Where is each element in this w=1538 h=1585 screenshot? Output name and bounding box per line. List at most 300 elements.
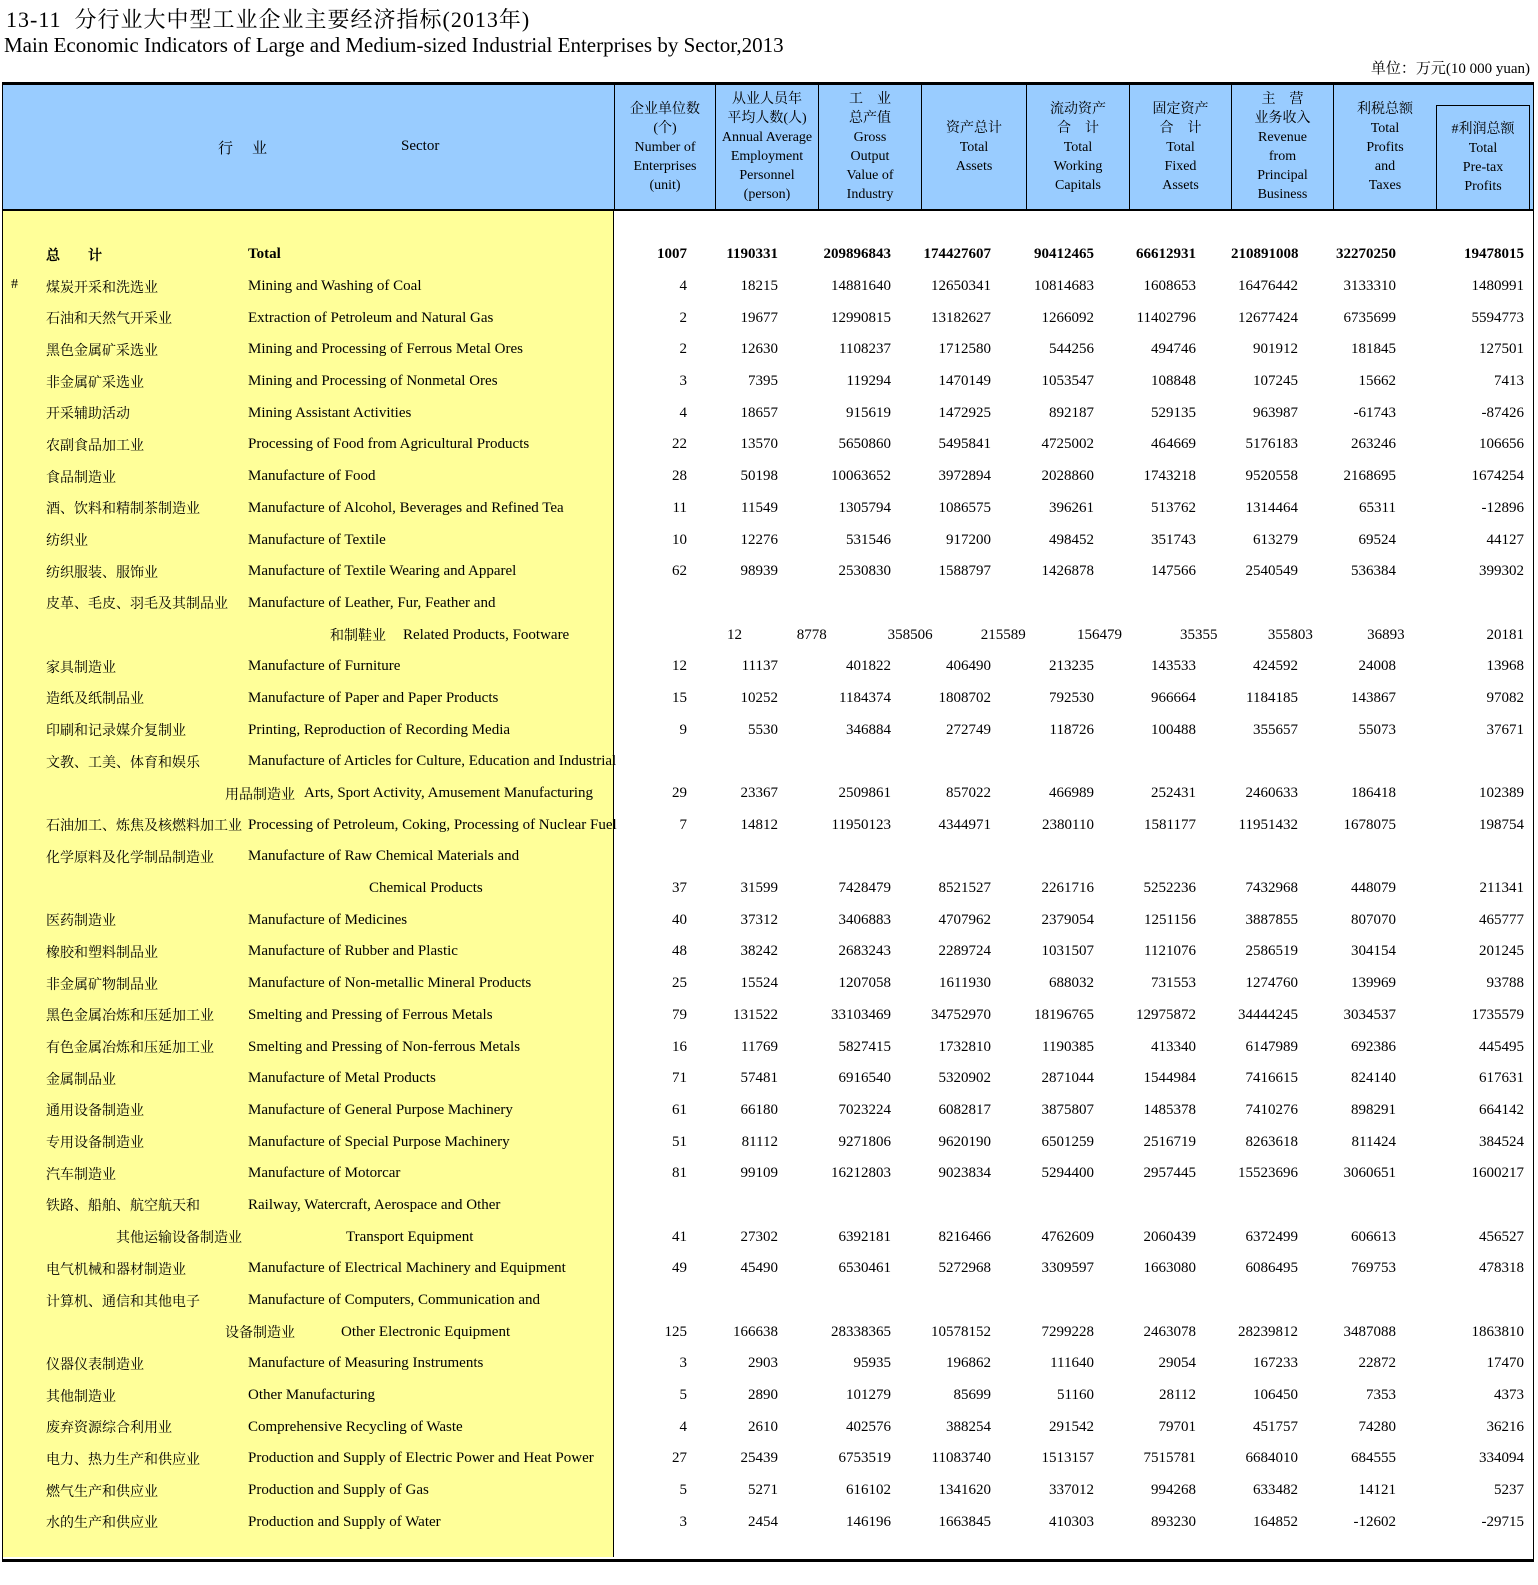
cell-value: 1121076 (1144, 943, 1196, 960)
cell-sector-en: Processing of Petroleum, Coking, Processing of Nuclear Fuel (248, 816, 617, 833)
cell-value: 14881640 (831, 278, 891, 295)
cell-value: 1341620 (938, 1482, 991, 1499)
cell-sector-cn (3, 974, 238, 994)
cell-value: 5176183 (1245, 436, 1298, 453)
cell-value: 146196 (846, 1513, 891, 1530)
cell-value: 10252 (740, 689, 778, 706)
cell-sector-en: Manufacture of Textile Wearing and Apparel (248, 563, 517, 580)
cell-value: 3133310 (1343, 278, 1396, 295)
cell-value: 99109 (740, 1165, 778, 1182)
cell-value: 23367 (740, 785, 778, 802)
cell-value: 1712580 (938, 341, 991, 358)
cell-value: 892187 (1049, 404, 1094, 421)
sector-name-cn: 电力、热力生产和供应业 (46, 1452, 200, 1468)
main-table (2, 82, 1534, 1562)
header-col-label: Total (959, 139, 989, 155)
cell-value: 12276 (740, 531, 778, 548)
header-col-label: and (1374, 158, 1396, 174)
table-row (3, 1126, 1533, 1158)
cell-value: 263246 (1351, 436, 1396, 453)
cell-value: 11769 (741, 1038, 778, 1055)
header-col-label: (person) (743, 187, 791, 202)
cell-value: 7413 (1494, 373, 1524, 390)
cell-value: 34752970 (931, 1006, 991, 1023)
header-col-label: Total (1166, 139, 1195, 155)
cell-sector-en: Chemical Products (369, 880, 483, 897)
cell-value: 334094 (1479, 1450, 1524, 1467)
header-col-label: #利润总额 (1451, 121, 1515, 137)
sector-name-cn: 有色金属冶炼和压延加工业 (46, 1041, 214, 1057)
cell-value: -12896 (1481, 499, 1524, 516)
cell-value: 1274760 (1245, 975, 1298, 992)
sector-name-cn: 汽车制造业 (46, 1167, 116, 1183)
cell-sector-cn (3, 1132, 238, 1152)
cell-sector-cn (3, 1100, 238, 1120)
cell-value: 2379054 (1041, 911, 1094, 928)
cell-value: 15523696 (1238, 1165, 1298, 1182)
cell-sector-en: Manufacture of Articles for Culture, Education and Industrial (248, 753, 617, 770)
header-col-label: Assets (1162, 177, 1199, 193)
cell-value: 684555 (1351, 1450, 1396, 1467)
cell-value: 402576 (846, 1418, 891, 1435)
cell-value: 2586519 (1245, 943, 1298, 960)
table-row (3, 1031, 1533, 1063)
header-col-label: 利税总额 (1357, 101, 1413, 117)
header-col-label: 流动资产 (1050, 101, 1106, 117)
cell-value: 5252236 (1143, 880, 1196, 897)
sector-name-cn: 橡胶和塑料制品业 (46, 945, 158, 961)
cell-sector-cn (3, 752, 238, 772)
cell-sector-cn (3, 593, 238, 613)
header-col-8 (1436, 85, 1533, 209)
cell-value: 9023834 (938, 1165, 991, 1182)
cell-sector-cn (3, 625, 386, 645)
header-col-7 (1333, 85, 1436, 209)
cell-value: 18215 (740, 278, 778, 295)
cell-sector-cn (3, 1195, 238, 1215)
cell-value: 81 (672, 1165, 687, 1182)
cell-value: 252431 (1151, 785, 1196, 802)
cell-value: 5530 (748, 721, 778, 738)
cell-sector-en: Manufacture of Leather, Fur, Feather and (248, 594, 496, 611)
table-header (3, 85, 1533, 211)
cell-value: 1086575 (938, 499, 991, 516)
sector-name-cn: 黑色金属矿采选业 (46, 343, 158, 359)
cell-value: 143533 (1151, 658, 1196, 675)
cell-value: 3972894 (938, 468, 991, 485)
cell-value: 2380110 (1042, 816, 1094, 833)
cell-value: 10063652 (831, 468, 891, 485)
cell-value: 37312 (740, 911, 778, 928)
cell-sector-cn (3, 1481, 238, 1501)
sector-name-cn: 纺织服装、服饰业 (46, 565, 158, 581)
sector-name-cn: 家具制造业 (46, 660, 116, 676)
header-col-label: Working (1053, 158, 1103, 174)
cell-sector-en: Manufacture of Medicines (248, 911, 408, 928)
cell-sector-en: Railway, Watercraft, Aerospace and Other (248, 1196, 501, 1213)
sector-name-cn: 石油加工、炼焦及核燃料加工业 (46, 819, 242, 835)
cell-value: 7023224 (838, 1101, 891, 1118)
sector-name-cn: 化学原料及化学制品制造业 (46, 850, 214, 866)
cell-value: 1266092 (1041, 309, 1094, 326)
cell-value: 1053547 (1041, 373, 1094, 390)
cell-sector-cn (3, 308, 238, 328)
cell-value: 6530461 (838, 1260, 891, 1277)
cell-value: 156479 (1077, 626, 1123, 643)
cell-value: 14812 (740, 816, 778, 833)
cell-value: 1207058 (838, 975, 891, 992)
header-col-6 (1231, 85, 1333, 209)
cell-value: 3 (679, 1513, 687, 1530)
cell-sector-en: Related Products, Footware (403, 626, 570, 643)
cell-value: 3060651 (1343, 1165, 1396, 1182)
cell-sector-en: Production and Supply of Water (248, 1513, 441, 1530)
cell-value: 81112 (741, 1133, 778, 1150)
cell-value: 2903 (748, 1355, 778, 1372)
cell-value: 6501259 (1041, 1133, 1094, 1150)
cell-value: 57481 (740, 1070, 778, 1087)
table-row (3, 1190, 1533, 1222)
cell-value: 536384 (1351, 563, 1396, 580)
cell-value: 513762 (1151, 499, 1196, 516)
header-sector-en: Sector (401, 138, 440, 154)
cell-value: 7416615 (1245, 1070, 1298, 1087)
cell-value: 31599 (740, 880, 778, 897)
cell-value: 2516719 (1143, 1133, 1196, 1150)
cell-value: 61 (672, 1101, 687, 1118)
header-col-label: 合 计 (1057, 120, 1099, 136)
cell-value: 25439 (740, 1450, 778, 1467)
cell-value: 5 (679, 1482, 687, 1499)
cell-value: 3875807 (1041, 1101, 1094, 1118)
cell-value: 111640 (1050, 1355, 1094, 1372)
cell-value: 606613 (1351, 1228, 1396, 1245)
cell-value: 1190385 (1042, 1038, 1094, 1055)
cell-sector-en: Smelting and Pressing of Ferrous Metals (248, 1006, 493, 1023)
table-row (3, 904, 1533, 936)
cell-value: 8778 (796, 626, 827, 643)
cell-value: 12975872 (1136, 1006, 1196, 1023)
of-which-marker: # (11, 276, 18, 292)
header-col-label: 主 营 (1261, 92, 1304, 107)
cell-value: 211341 (1479, 880, 1524, 897)
cell-value: 27 (672, 1450, 687, 1467)
cell-sector-cn (3, 847, 238, 867)
cell-sector-en: Manufacture of Alcohol, Beverages and Refined Tea (248, 499, 564, 516)
cell-value: 12650341 (931, 278, 991, 295)
cell-value: 18657 (740, 404, 778, 421)
cell-value: 28 (672, 468, 687, 485)
table-row (3, 493, 1533, 525)
cell-sector-cn (3, 1291, 238, 1311)
cell-sector-cn (3, 1005, 238, 1025)
sector-name-cn: 铁路、船舶、航空航天和 (46, 1199, 200, 1215)
cell-value: 1611930 (939, 975, 991, 992)
cell-value: 1581177 (1144, 816, 1196, 833)
cell-value: 7410276 (1245, 1101, 1298, 1118)
cell-value: 531546 (846, 531, 891, 548)
cell-value: 5 (679, 1387, 687, 1404)
cell-value: 79701 (1158, 1418, 1196, 1435)
cell-value: 1108237 (839, 341, 891, 358)
cell-value: 4 (679, 404, 687, 421)
cell-value: 633482 (1253, 1482, 1298, 1499)
cell-sector-en: Manufacture of Food (248, 468, 376, 485)
cell-value: 10814683 (1034, 278, 1094, 295)
cell-value: 85699 (953, 1387, 991, 1404)
title-bar (0, 0, 1538, 82)
cell-value: 466989 (1049, 785, 1094, 802)
cell-value: 196862 (946, 1355, 991, 1372)
cell-value: 8521527 (938, 880, 991, 897)
cell-value: 12677424 (1238, 309, 1298, 326)
cell-value: 2683243 (838, 943, 891, 960)
cell-value: 108848 (1151, 373, 1196, 390)
cell-value: 181845 (1351, 341, 1396, 358)
table-row (3, 397, 1533, 429)
cell-value: 478318 (1479, 1260, 1524, 1277)
unit-note: 单位：万元(10 000 yuan) (1370, 61, 1530, 77)
cell-value: 692386 (1351, 1038, 1396, 1055)
sector-name-cn: 水的生产和供应业 (46, 1516, 158, 1532)
header-col-label: 总产值 (849, 111, 891, 126)
cell-value: 147566 (1151, 563, 1196, 580)
table-row (3, 1411, 1533, 1443)
table-row (3, 651, 1533, 683)
cell-value: 3034537 (1343, 1006, 1396, 1023)
cell-value: 102389 (1479, 785, 1524, 802)
sector-name-cn: 仪器仪表制造业 (46, 1357, 144, 1373)
cell-sector-cn (3, 467, 238, 487)
cell-value: 41 (672, 1228, 687, 1245)
cell-value: 424592 (1253, 658, 1298, 675)
cell-value: 40 (672, 911, 687, 928)
cell-sector-cn (3, 530, 238, 550)
cell-value: 1031507 (1041, 943, 1094, 960)
cell-sector-en: Extraction of Petroleum and Natural Gas (248, 309, 494, 326)
cell-value: 5237 (1494, 1482, 1524, 1499)
table-row (3, 683, 1533, 715)
cell-sector-cn (3, 1354, 238, 1374)
cell-value: 11549 (741, 499, 778, 516)
cell-value: 6753519 (838, 1450, 891, 1467)
cell-value: 1600217 (1471, 1165, 1524, 1182)
cell-sector-cn (3, 1512, 238, 1532)
cell-sector-cn (3, 657, 238, 677)
cell-value: 6082817 (938, 1101, 991, 1118)
cell-value: 37 (672, 880, 687, 897)
cell-sector-en: Production and Supply of Gas (248, 1482, 429, 1499)
cell-value: 1863810 (1471, 1323, 1524, 1340)
header-col-label: Total (1468, 140, 1498, 156)
cell-value: 11137 (741, 658, 778, 675)
cell-sector-cn (3, 562, 238, 582)
cell-value: 19478015 (1464, 246, 1524, 263)
cell-sector-cn (3, 498, 238, 518)
cell-value: 2168695 (1343, 468, 1396, 485)
table-row (3, 1475, 1533, 1507)
cell-value: 410303 (1049, 1513, 1094, 1530)
cell-value: 174427607 (923, 246, 991, 263)
cell-value: 106656 (1479, 436, 1524, 453)
table-row (3, 714, 1533, 746)
pretax-profit-box (1436, 105, 1530, 209)
header-col-label: Personnel (739, 168, 795, 183)
cell-value: 11402796 (1136, 309, 1196, 326)
cell-value: 7299228 (1041, 1323, 1094, 1340)
cell-value: 28338365 (831, 1323, 891, 1340)
cell-value: 7432968 (1245, 880, 1298, 897)
table-row (3, 619, 1533, 651)
cell-value: 1663080 (1143, 1260, 1196, 1277)
cell-value: 901912 (1253, 341, 1298, 358)
cell-value: 544256 (1049, 341, 1094, 358)
cell-value: 8263618 (1245, 1133, 1298, 1150)
table-row (3, 873, 1533, 905)
cell-value: 127501 (1479, 341, 1524, 358)
cell-value: 4373 (1494, 1387, 1524, 1404)
sector-name-cn: 食品制造业 (46, 470, 116, 486)
cell-sector-cn (3, 688, 238, 708)
cell-value: 74280 (1358, 1418, 1396, 1435)
sector-name-cn: 废弃资源综合利用业 (46, 1421, 172, 1437)
cell-value: 2540549 (1245, 563, 1298, 580)
cell-value: 11 (672, 499, 687, 516)
cell-value: 1608653 (1143, 278, 1196, 295)
cell-sector-en: Manufacture of General Purpose Machinery (248, 1101, 513, 1118)
cell-value: 119294 (846, 373, 891, 390)
cell-value: 213235 (1049, 658, 1094, 675)
cell-value: 12630 (740, 341, 778, 358)
cell-value: 1007 (657, 246, 687, 263)
cell-sector-en: Processing of Food from Agricultural Products (248, 436, 530, 453)
cell-sector-cn (3, 815, 242, 835)
header-col-label: Profits (1366, 139, 1404, 155)
header-col-label: 企业单位数 (630, 101, 700, 117)
cell-sector-cn (3, 1069, 238, 1089)
table-row (3, 1253, 1533, 1285)
table-row (3, 746, 1533, 778)
cell-value: 613279 (1253, 531, 1298, 548)
cell-value: 16476442 (1238, 278, 1298, 295)
cell-value: 494746 (1151, 341, 1196, 358)
cell-value: 5650860 (838, 436, 891, 453)
cell-sector-en: Mining Assistant Activities (248, 404, 412, 421)
header-col-label: Total (1063, 139, 1093, 155)
cell-value: 1485378 (1143, 1101, 1196, 1118)
cell-value: 65311 (1359, 499, 1396, 516)
cell-value: 66612931 (1136, 246, 1196, 263)
cell-value: 100488 (1151, 721, 1196, 738)
cell-sector-cn (3, 403, 238, 423)
cell-value: 3487088 (1343, 1323, 1396, 1340)
cell-value: 4344971 (938, 816, 991, 833)
table-row (3, 1158, 1533, 1190)
cell-value: 6086495 (1245, 1260, 1298, 1277)
cell-sector-en: Manufacture of Non-metallic Mineral Products (248, 975, 532, 992)
table-row (3, 1000, 1533, 1032)
cell-value: 7515781 (1143, 1450, 1196, 1467)
cell-value: 50198 (740, 468, 778, 485)
sector-name-cn: 燃气生产和供应业 (46, 1484, 158, 1500)
page-title-en: Main Economic Indicators of Large and Medium-sized Industrial Enterprises by Sector,2013 (4, 33, 784, 57)
cell-value: 37671 (1486, 721, 1524, 738)
cell-value: 9620190 (938, 1133, 991, 1150)
cell-value: 616102 (846, 1482, 891, 1499)
cell-value: -29715 (1481, 1513, 1524, 1530)
cell-value: 413340 (1151, 1038, 1196, 1055)
cell-value: 29054 (1158, 1355, 1196, 1372)
cell-value: 4725002 (1041, 436, 1094, 453)
cell-value: 24008 (1358, 658, 1396, 675)
cell-value: 1732810 (938, 1038, 991, 1055)
header-col-label: Pre-tax (1462, 159, 1504, 175)
cell-value: 12990815 (831, 309, 891, 326)
header-col-label: 工 业 (849, 92, 891, 107)
cell-value: 388254 (946, 1418, 991, 1435)
cell-value: 4707962 (938, 911, 991, 928)
table-row (3, 1316, 1533, 1348)
cell-value: 915619 (846, 404, 891, 421)
cell-value: 355803 (1267, 626, 1313, 643)
cell-value: -12602 (1353, 1513, 1396, 1530)
cell-value: 6735699 (1343, 309, 1396, 326)
cell-sector-en: Manufacture of Electrical Machinery and Equipment (248, 1260, 566, 1277)
cell-value: 79 (672, 1006, 687, 1023)
cell-value: 3 (679, 373, 687, 390)
cell-value: 384524 (1479, 1133, 1524, 1150)
cell-value: 6916540 (838, 1070, 891, 1087)
cell-sector-en: Total (248, 246, 281, 263)
header-col-label: 平均人数(人) (727, 111, 807, 126)
header-col-label: Business (1257, 187, 1308, 202)
table-rows (3, 239, 1533, 1538)
table-row (3, 1507, 1533, 1539)
cell-value: 1480991 (1471, 278, 1524, 295)
cell-value: 28239812 (1238, 1323, 1298, 1340)
header-col-label: Gross (853, 130, 887, 145)
cell-value: 25 (672, 975, 687, 992)
cell-value: 7395 (748, 373, 778, 390)
cell-value: 824140 (1351, 1070, 1396, 1087)
cell-value: 811424 (1351, 1133, 1396, 1150)
cell-sector-en: Manufacture of Motorcar (248, 1165, 401, 1182)
cell-value: 11951432 (1238, 816, 1298, 833)
table-row (3, 556, 1533, 588)
cell-value: 5320902 (938, 1070, 991, 1087)
cell-value: -87426 (1481, 404, 1524, 421)
cell-sector-en: Comprehensive Recycling of Waste (248, 1418, 463, 1435)
cell-value: 17470 (1486, 1355, 1524, 1372)
cell-value: 29 (672, 785, 687, 802)
cell-value: 445495 (1479, 1038, 1524, 1055)
cell-value: 291542 (1049, 1418, 1094, 1435)
cell-value: 5271 (748, 1482, 778, 1499)
cell-value: 2261716 (1041, 880, 1094, 897)
header-col-label: 从业人员年 (732, 92, 802, 107)
header-col-label: Principal (1257, 168, 1308, 183)
cell-value: 5272968 (938, 1260, 991, 1277)
cell-value: 3 (679, 1355, 687, 1372)
cell-value: 95935 (853, 1355, 891, 1372)
cell-value: 28112 (1159, 1387, 1196, 1404)
cell-sector-cn (3, 245, 238, 265)
cell-value: 69524 (1358, 531, 1396, 548)
cell-value: 48 (672, 943, 687, 960)
cell-value: 19677 (740, 309, 778, 326)
cell-value: 1735579 (1471, 1006, 1524, 1023)
header-col-label: Annual Average (721, 130, 813, 145)
